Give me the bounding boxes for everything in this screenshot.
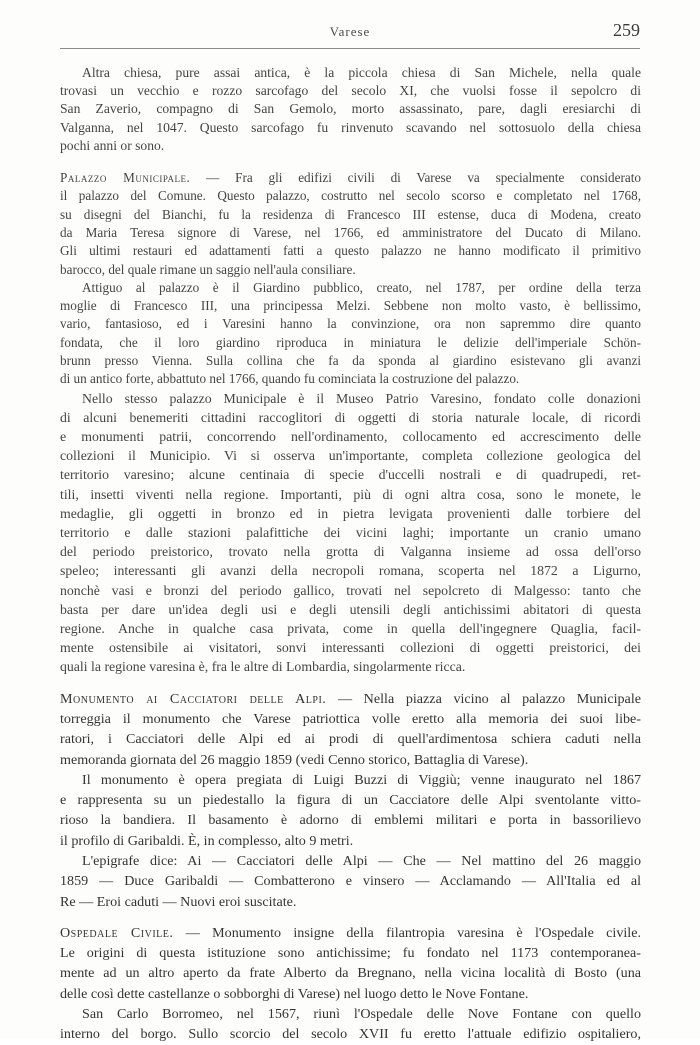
text-line: Altra chiesa, pure assai antica, è la piccola chiesa di San Michele, nella quale: [82, 65, 641, 80]
running-head: Varese: [329, 24, 371, 39]
text-line: Gli ultimi restauri ed adattamenti fatti a questo palazzo ne hanno modificato il primitivo: [60, 243, 641, 259]
text-line: il profilo di Garibaldi. È, in complesso, alto 9 metri.: [60, 832, 354, 849]
text-line: rioso la bandiera. Il basamento è adorno di emblemi militari e porta in bassorilievo: [60, 812, 641, 829]
text-line: brunn presso Vienna. Sulla collina che fa da sponda al giardino esistevano gli avanzi: [60, 352, 641, 368]
text-line: Nello stesso palazzo Municipale è il Museo Patrio Varesino, fondato colle donazioni: [82, 390, 641, 406]
text-line: torreggia il monumento che Varese patriottica volle eretto alla memoria dei suoi libe-: [60, 710, 641, 727]
text-line: vario, fantasioso, ed i Varesini hanno la convinzione, ora non sapremmo dire quanto: [60, 316, 641, 332]
text-line: interno del borgo. Sullo scorcio del secolo XVII fu eretto l'attuale edifizio ospitaliero,: [60, 1026, 641, 1043]
section-palazzo-municipale: [60, 169, 641, 279]
text-line: barocco, del quale rimane un saggio nell'aula consiliare.: [60, 261, 356, 277]
text-line: nonchè vasi e bronzi del periodo gallico, trovati nel sepolcreto di Malgesso: tanto che: [60, 582, 641, 598]
text-line: del periodo preistorico, trovato nella grotta di Valganna insieme ad ossa dell'orso: [60, 544, 641, 560]
page-header: [60, 20, 640, 46]
text-line: su disegni del Bianchi, fu la residenza di Francesco III estense, duca di Modena, creato: [60, 206, 641, 222]
section-heading: Ospedale Civile.: [60, 924, 174, 941]
text-line: trovasi un vecchio e rozzo sarcofago del secolo XI, che vuolsi fosse il sepolcro di: [60, 83, 641, 99]
text-line: collezioni il Municipio. Vi si osserva un'importante, completa collezione geologica del: [60, 448, 641, 464]
text-line: basta per dare un'idea degli usi e degli utensili degli antichissimi abitatori di questa: [60, 601, 641, 617]
text-line: speleo; interessanti gli avanzi della necropoli romana, scoperta nel 1872 a Ligurno,: [60, 563, 641, 579]
text-line: — Nella piazza vicino al palazzo Municipale: [326, 690, 641, 707]
text-line: pochi anni or sono.: [60, 137, 165, 153]
text-line: e monumenti patrii, concorrendo nell'ordinamento, collocamento ed accrescimento delle: [60, 428, 641, 444]
text-line: regione. Anche in qualche casa privata, come in quella dell'ingegnere Quaglia, facil-: [60, 621, 641, 637]
section-heading: Palazzo Municipale.: [60, 170, 191, 186]
text-line: di alcuni benemeriti cittadini raccoglitori di oggetti di storia naturale locale, di ricordi: [60, 409, 641, 425]
text-line: 1859 — Duce Garibaldi — Combatterono e vinsero — Acclamando — All'Italia ed al: [60, 873, 641, 890]
paragraph-giardino: [60, 279, 641, 389]
text-line: tili, insetti viventi nella regione. Importanti, più di ogni altra cosa, sono le monete, le: [60, 486, 641, 502]
text-line: Il monumento è opera pregiata di Luigi Buzzi di Viggiù; venne inaugurato nel 1867: [82, 771, 641, 788]
text-line: San Zaverio, compagno di San Gemolo, morto assassinato, pare, dagli eresiarchi di: [60, 101, 641, 117]
page-body: [60, 64, 641, 1045]
text-line: Re — Eroi caduti — Nuovi eroi suscitate.: [60, 893, 297, 910]
text-line: e rappresenta su un piedestallo la figura di un Cacciatore delle Alpi sventolante vitto-: [60, 792, 641, 809]
text-line: di un antico forte, abbattuto nel 1766, quando fu cominciata la costruzione del palazzo.: [60, 371, 520, 387]
text-line: delle così dette castellanze o sobborghi di Varese) nel luogo detto le Nove Fontane.: [60, 985, 529, 1002]
section-heading: Monumento ai Cacciatori delle Alpi.: [60, 690, 327, 707]
text-line: Valganna, nel 1047. Questo sarcofago fu rinvenuto scavando nel sottosuolo della chiesa: [60, 119, 641, 135]
text-line: medaglie, gli oggetti in bronzo ed in pietra levigata provenienti dalle torbiere del: [60, 505, 641, 521]
text-line: territorio varesino; alcune centinaia di specie d'uccelli nostrali e di quadrupedi, ret-: [60, 467, 641, 483]
section-monumento: [60, 689, 641, 912]
header-rule: [60, 48, 640, 49]
text-line: Attiguo al palazzo è il Giardino pubblico, creato, nel 1787, per ordine della terza: [82, 279, 641, 295]
text-line: da Maria Teresa signore di Varese, nel 1766, ed amministratore del Ducato di Milano.: [60, 224, 641, 240]
section-ospedale-civile: [60, 923, 641, 1045]
text-line: territorio e dalle stazioni palafittiche dei vicini laghi; importante un cranio umano: [60, 525, 641, 540]
text-line: San Carlo Borromeo, nel 1567, riunì l'Ospedale delle Nove Fontane con quello: [82, 1006, 641, 1023]
text-line: Le origini di questa istituzione sono antichissime; fu fondato nel 1173 contemporanea-: [60, 945, 641, 962]
text-line: L'epigrafe dice: Ai — Cacciatori delle Alpi — Che — Nel mattino del 26 maggio: [82, 853, 641, 869]
text-line: moglie di Francesco III, una principessa Melzi. Sebbene non molto vasto, è bellissimo,: [60, 298, 641, 314]
text-line: memoranda giornata del 26 maggio 1859 (vedi Cenno storico, Battaglia di Varese).: [60, 751, 529, 768]
text-line: — Monumento insigne della filantropia varesina è l'Ospedale civile.: [173, 924, 641, 941]
text-line: mente ad un altro aperto da frate Alberto da Bregnano, nella vicina località di Bosto (una: [60, 965, 641, 982]
text-line: ratori, i Cacciatori delle Alpi ed ai prodi di quell'ardimentosa schiera caduti nella: [60, 731, 641, 748]
page-number: 259: [613, 20, 640, 40]
paragraph-san-michele: [60, 64, 641, 155]
text-line: quali la regione varesina è, fra le altre di Lombardia, singolarmente ricca.: [60, 659, 466, 675]
text-line: il palazzo del Comune. Questo palazzo, costrutto nel secolo scorso e completato nel 1768,: [60, 188, 641, 204]
text-line: fondata, che il loro giardino riproduca in miniatura le delizie dell'imperiale Schön-: [60, 334, 641, 350]
paragraph-museo: [60, 389, 641, 677]
text-line: — Fra gli edifizi civili di Varese va specialmente considerato: [190, 170, 641, 186]
text-line: mente ostensibile ai visitatori, sonvi interessanti collezioni di oggetti preistorici, dei: [60, 640, 641, 656]
